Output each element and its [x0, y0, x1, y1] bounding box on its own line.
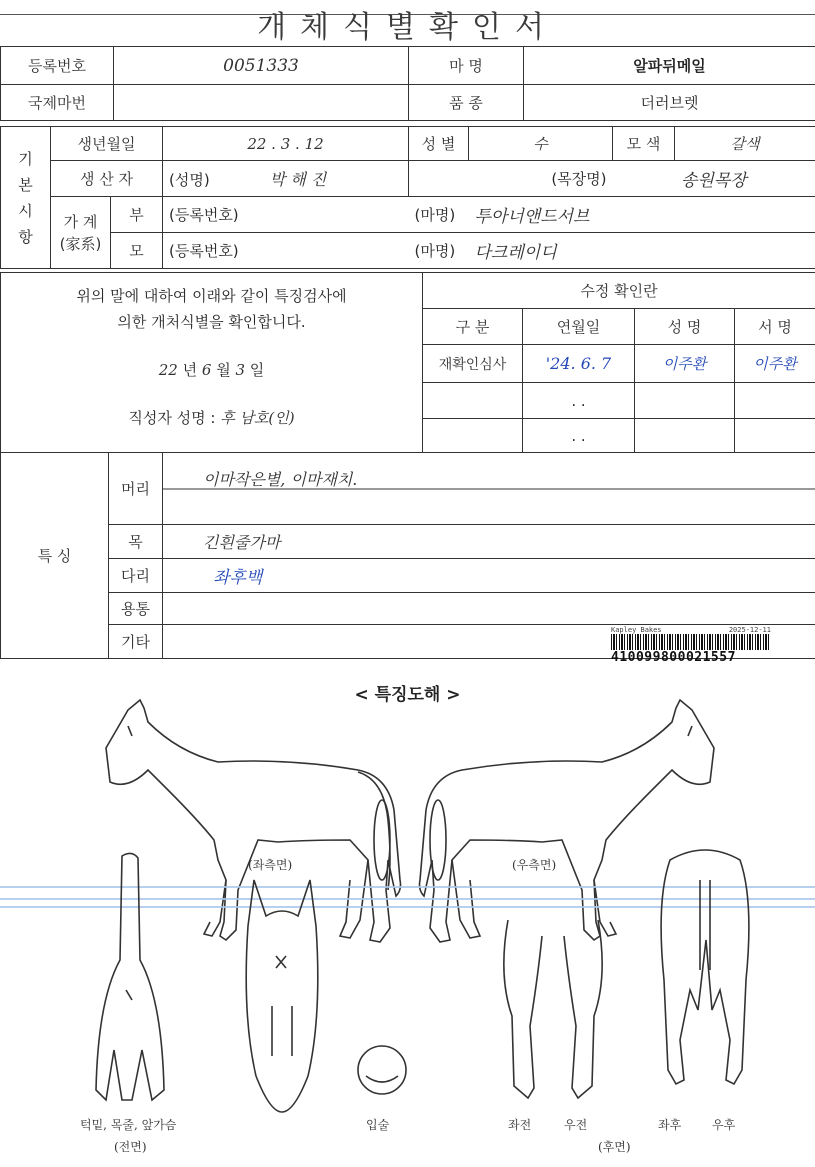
caption-rear-sub: (후면) — [598, 1140, 631, 1154]
neck-label: 목 — [109, 525, 163, 559]
horse-front-legs-figure — [498, 916, 608, 1106]
confirmation-statement — [1, 273, 423, 453]
caption-lips: 입술 — [366, 1118, 390, 1132]
caption-left-hind: 좌후 — [658, 1118, 682, 1132]
date-year: 22 — [158, 361, 178, 379]
col-date: 연월일 — [523, 309, 635, 345]
row1-sign: 이주환 — [735, 345, 815, 383]
breeder-label: 생 산 자 — [51, 161, 163, 197]
row3-name — [635, 419, 735, 453]
barcode-number: 410099800021557 — [611, 650, 736, 665]
basic-info-table — [0, 126, 815, 269]
intl-name-value — [114, 85, 409, 121]
neck-value: 긴흰줄가마 — [163, 525, 815, 559]
statement-line-2: 의한 개처식별을 확인합니다. — [117, 313, 306, 331]
date-day: 3 — [235, 361, 246, 379]
date-month: 6 — [201, 361, 212, 379]
sire-label: 부 — [111, 197, 163, 233]
lineage-label-text: 가 계 — [63, 212, 98, 231]
horse-head-front-figure — [232, 876, 332, 1116]
basic-char: 항 — [18, 227, 33, 246]
birth-label: 생년월일 — [51, 127, 163, 161]
row2-date: . . — [523, 383, 635, 419]
reg-no-label: 등록번호 — [1, 47, 114, 85]
statement-line-1: 위의 말에 대하여 이래와 같이 특징검사에 — [76, 287, 347, 305]
farm-value: 송원목장 — [613, 161, 815, 197]
dam-name-value: 다크레이디 — [469, 233, 815, 269]
document-title: 개체식별확인서 — [257, 10, 558, 45]
date-year-unit: 년 — [182, 361, 198, 379]
head-value: 이마작은별, 이마재치. — [163, 453, 815, 525]
basic-char: 본 — [18, 175, 33, 194]
barcode-date: 2025-12-11 — [728, 626, 771, 634]
date-day-unit: 일 — [249, 361, 265, 379]
basic-char: 기 — [18, 149, 33, 168]
sire-name-label: (마명) — [409, 197, 469, 233]
horse-rear-figure — [650, 840, 760, 1100]
barcode-bars — [611, 634, 771, 650]
other-label: 기타 — [109, 625, 163, 659]
dam-name-label: (마명) — [409, 233, 469, 269]
diagram-title: < 특징도해 > — [354, 685, 461, 705]
caption-front-sub: (전면) — [114, 1140, 147, 1154]
breed-value: 더러브렛 — [524, 85, 815, 121]
revision-title: 수정 확인란 — [423, 273, 815, 309]
body-label: 용통 — [109, 593, 163, 625]
confirmation-table — [0, 272, 815, 453]
row1-name: 이주환 — [635, 345, 735, 383]
barcode — [611, 626, 771, 665]
horse-lips-figure — [352, 1040, 412, 1100]
sex-label: 성 별 — [409, 127, 469, 161]
row2-division — [423, 383, 523, 419]
body-value — [163, 593, 815, 625]
row3-division — [423, 419, 523, 453]
dam-label: 모 — [111, 233, 163, 269]
col-name: 성 명 — [635, 309, 735, 345]
horse-name-label: 마 명 — [409, 47, 524, 85]
breed-label: 품 종 — [409, 85, 524, 121]
caption-right-front: 우전 — [564, 1118, 588, 1132]
registration-table — [0, 46, 815, 121]
lineage-label — [51, 197, 111, 269]
lineage-sub-text: (家系) — [59, 234, 102, 253]
sex-value: 수 — [469, 127, 613, 161]
row1-division: 재확인심사 — [423, 345, 523, 383]
dam-reg-no-label: (등록번호) — [163, 233, 409, 269]
legs-label: 다리 — [109, 559, 163, 593]
row2-name — [635, 383, 735, 419]
row3-sign — [735, 419, 815, 453]
writer-label: 직성자 성명 : — [128, 409, 216, 427]
confirmation-date — [7, 357, 416, 383]
col-sign: 서 명 — [735, 309, 815, 345]
color-value: 갈색 — [675, 127, 815, 161]
birth-value: 22 . 3 . 12 — [163, 127, 409, 161]
horse-neck-front-figure — [92, 850, 172, 1110]
head-label: 머리 — [109, 453, 163, 525]
breeder-name-cell — [163, 161, 409, 197]
sire-reg-no-label: (등록번호) — [163, 197, 409, 233]
legs-value: 좌후백 — [163, 559, 815, 593]
basic-section-label — [1, 127, 51, 269]
reg-no-value: 0051333 — [114, 47, 409, 85]
caption-right-hind: 우후 — [712, 1118, 736, 1132]
intl-name-label: 국제마번 — [1, 85, 114, 121]
breeder-name-label: (성명) — [169, 171, 210, 189]
basic-char: 시 — [18, 201, 33, 220]
caption-left-side: (좌측면) — [248, 858, 293, 872]
barcode-header — [611, 626, 771, 634]
color-label: 모 색 — [613, 127, 675, 161]
row1-date: '24. 6. 7 — [523, 345, 635, 383]
sire-name-value: 투아너앤드서브 — [469, 197, 815, 233]
row3-date: . . — [523, 419, 635, 453]
date-month-unit: 월 — [216, 361, 231, 379]
horse-name-value: 알파뒤메일 — [524, 47, 815, 85]
caption-front: 턱밑, 목줄, 앞가슴 — [80, 1118, 177, 1132]
col-division: 구 분 — [423, 309, 523, 345]
writer-line — [7, 405, 416, 431]
barcode-label: Kapley Bakes — [611, 626, 662, 634]
features-section-label: 특 싱 — [1, 453, 109, 659]
caption-right-side: (우측면) — [512, 858, 557, 872]
caption-left-front: 좌전 — [508, 1118, 532, 1132]
farm-label: (목장명) — [409, 161, 613, 197]
row2-sign — [735, 383, 815, 419]
writer-value: 후 남호(인) — [220, 409, 295, 427]
breeder-name-value: 박 해 진 — [269, 170, 327, 189]
